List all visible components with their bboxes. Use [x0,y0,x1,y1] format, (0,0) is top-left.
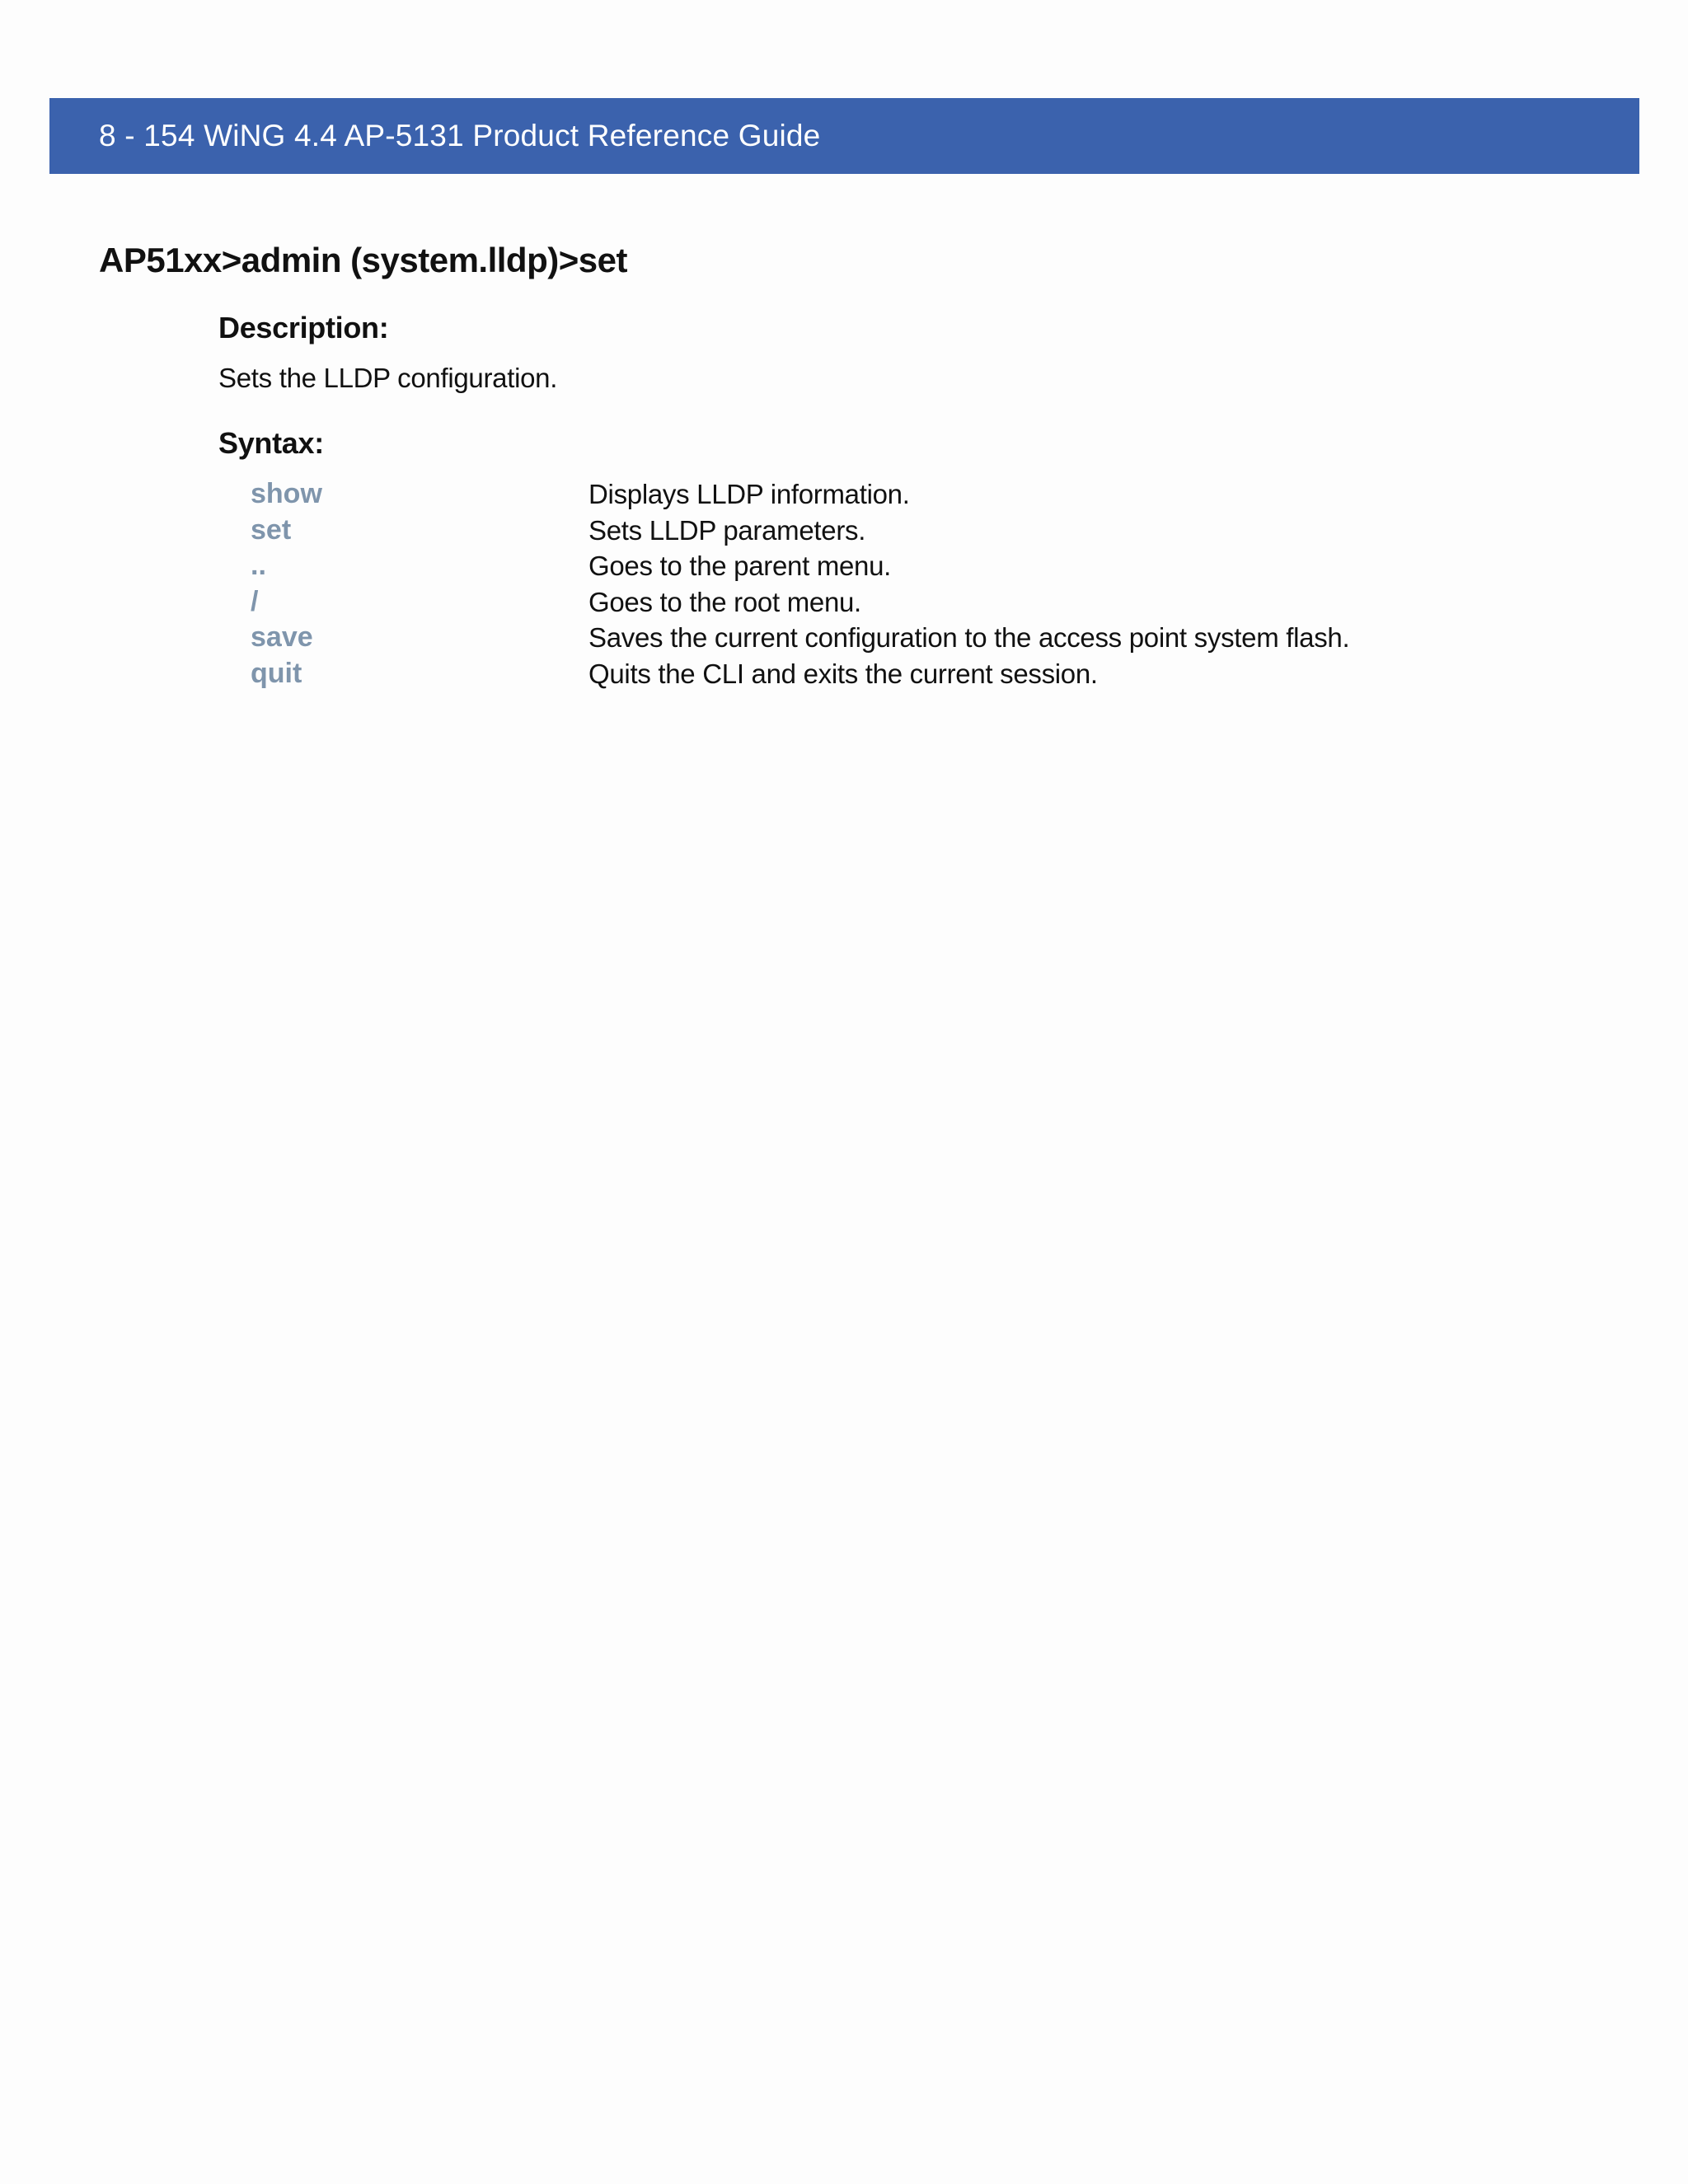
syntax-command: show [251,478,322,509]
syntax-row-set [251,513,1446,549]
description-heading: Description: [218,311,389,344]
syntax-command: set [251,513,292,546]
syntax-command: quit [251,657,302,689]
syntax-heading: Syntax: [218,426,324,460]
syntax-row-show [251,476,1446,513]
syntax-description: Displays LLDP information. [588,479,910,509]
syntax-row-parent [251,548,1446,584]
syntax-row-save [251,620,1446,656]
page-title: AP51xx>admin (system.lldp)>set [99,241,627,279]
syntax-description: Quits the CLI and exits the current session. [588,658,1098,689]
syntax-table [251,476,1446,692]
syntax-row-quit [251,656,1446,692]
syntax-description: Saves the current configuration to the access point system flash. [588,622,1350,654]
syntax-command: / [251,585,259,617]
page-header-band [49,98,1639,174]
syntax-description: Goes to the root menu. [588,586,861,617]
syntax-row-root [251,584,1446,621]
syntax-description: Goes to the parent menu. [588,551,892,582]
syntax-description: Sets LLDP parameters. [588,514,866,546]
syntax-command: save [251,621,313,654]
syntax-command: .. [251,550,266,582]
description-text: Sets the LLDP configuration. [218,363,558,393]
page-header-text: 8 - 154 WiNG 4.4 AP-5131 Product Reference Guide [99,119,821,152]
